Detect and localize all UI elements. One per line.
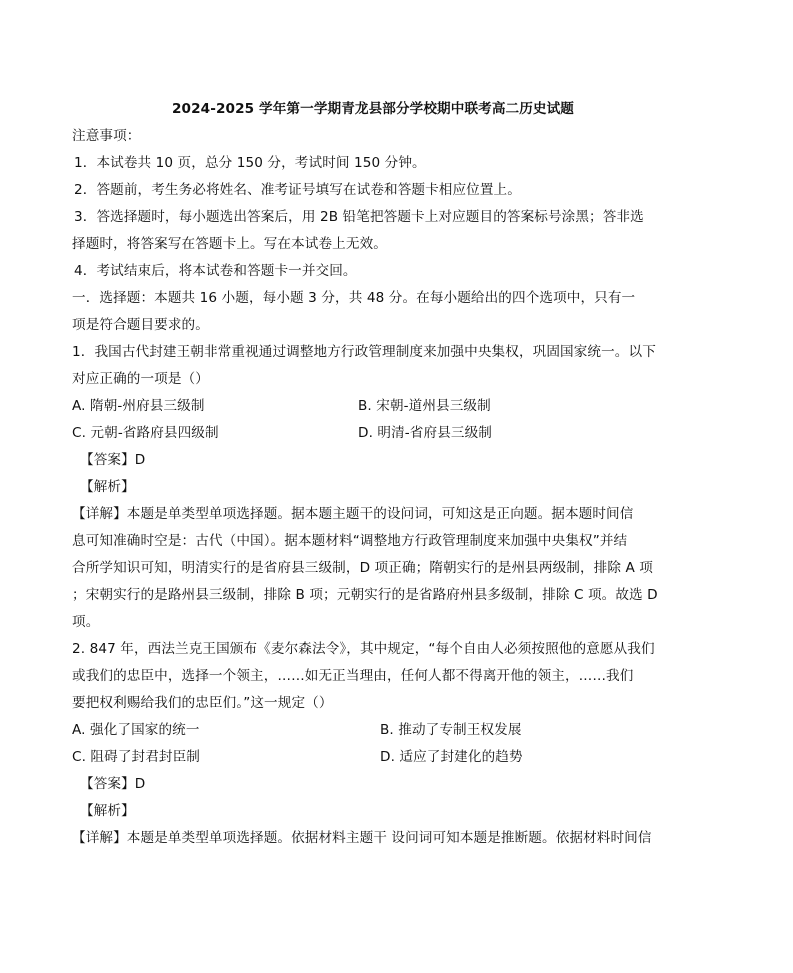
q1-option-a: A. 隋朝-州府县三级制: [72, 398, 205, 414]
q2-analysis-label: 【解析】: [80, 803, 135, 819]
q1-stem-line-2: 对应正确的一项是（）: [72, 371, 209, 387]
q1-option-d: D. 明清-省府县三级制: [358, 425, 492, 441]
notice-item-1: 1．本试卷共 10 页，总分 150 分，考试时间 150 分钟。: [74, 155, 426, 171]
q2-detail-line-1: 【详解】本题是单类型单项选择题。依据材料主题干 设问词可知本题是推断题。依据材料时间信: [72, 830, 652, 846]
q2-options-row-1: [72, 717, 674, 744]
q2-option-b: B. 推动了专制王权发展: [380, 722, 522, 738]
q1-detail-line-1: 【详解】本题是单类型单项选择题。据本题主题干的设问词，可知这是正向题。据本题时间信: [72, 506, 634, 522]
q1-options-row-1: [72, 393, 674, 420]
section-heading-line-1: 一．选择题：本题共 16 小题，每小题 3 分，共 48 分。在每小题给出的四个选项中，只有一: [72, 290, 636, 306]
document-content: [72, 96, 674, 852]
q2-answer: 【答案】D: [80, 776, 146, 792]
notice-item-2: 2．答题前，考生务必将姓名、准考证号填写在试卷和答题卡相应位置上。: [74, 182, 521, 198]
q1-detail-line-2: 息可知准确时空是：古代（中国）。据本题材料“调整地方行政管理制度来加强中央集权”并结: [72, 533, 628, 549]
q1-analysis-label: 【解析】: [80, 479, 135, 495]
page-title: 2024-2025 学年第一学期青龙县部分学校期中联考高二历史试题: [172, 101, 574, 117]
q2-option-a: A. 强化了国家的统一: [72, 722, 200, 738]
section-heading-line-2: 项是符合题目要求的。: [72, 317, 209, 333]
notice-item-3: 3．答选择题时，每小题选出答案后，用 2B 铅笔把答题卡上对应题目的答案标号涂黑；答非选: [74, 209, 644, 225]
notice-item-4: 4．考试结束后，将本试卷和答题卡一并交回。: [74, 263, 357, 279]
q2-option-d: D. 适应了封建化的趋势: [380, 749, 523, 765]
q1-option-c: C. 元朝-省路府县四级制: [72, 425, 219, 441]
notice-item-3-cont: 择题时，将答案写在答题卡上。写在本试卷上无效。: [72, 236, 387, 252]
q1-stem-line-1: 1．我国古代封建王朝非常重视通过调整地方行政管理制度来加强中央集权，巩固国家统一。以下: [72, 344, 656, 360]
q1-detail-line-3: 合所学知识可知，明清实行的是省府县三级制，D 项正确；隋朝实行的是州县两级制，排除 A 项: [72, 560, 653, 576]
q1-answer: 【答案】D: [80, 452, 146, 468]
notice-heading: 注意事项：: [72, 128, 141, 144]
q2-stem-line-3: 要把权利赐给我们的忠臣们。”这一规定（）: [72, 695, 333, 711]
q1-option-b: B. 宋朝-道州县三级制: [358, 398, 491, 414]
q1-detail-line-4: ；宋朝实行的是路州县三级制，排除 B 项；元朝实行的是省路府州县多级制，排除 C 项。故选 D: [72, 587, 658, 603]
q1-options-row-2: [72, 420, 674, 447]
q2-stem-line-1: 2. 847 年，西法兰克王国颁布《麦尔森法令》，其中规定，“每个自由人必须按照他的意愿从我们: [72, 641, 655, 657]
q2-option-c: C. 阻碍了封君封臣制: [72, 749, 200, 765]
q2-options-row-2: [72, 744, 674, 771]
q1-detail-line-5: 项。: [72, 614, 100, 630]
q2-stem-line-2: 或我们的忠臣中，选择一个领主，……如无正当理由，任何人都不得离开他的领主，……我们: [72, 668, 634, 684]
